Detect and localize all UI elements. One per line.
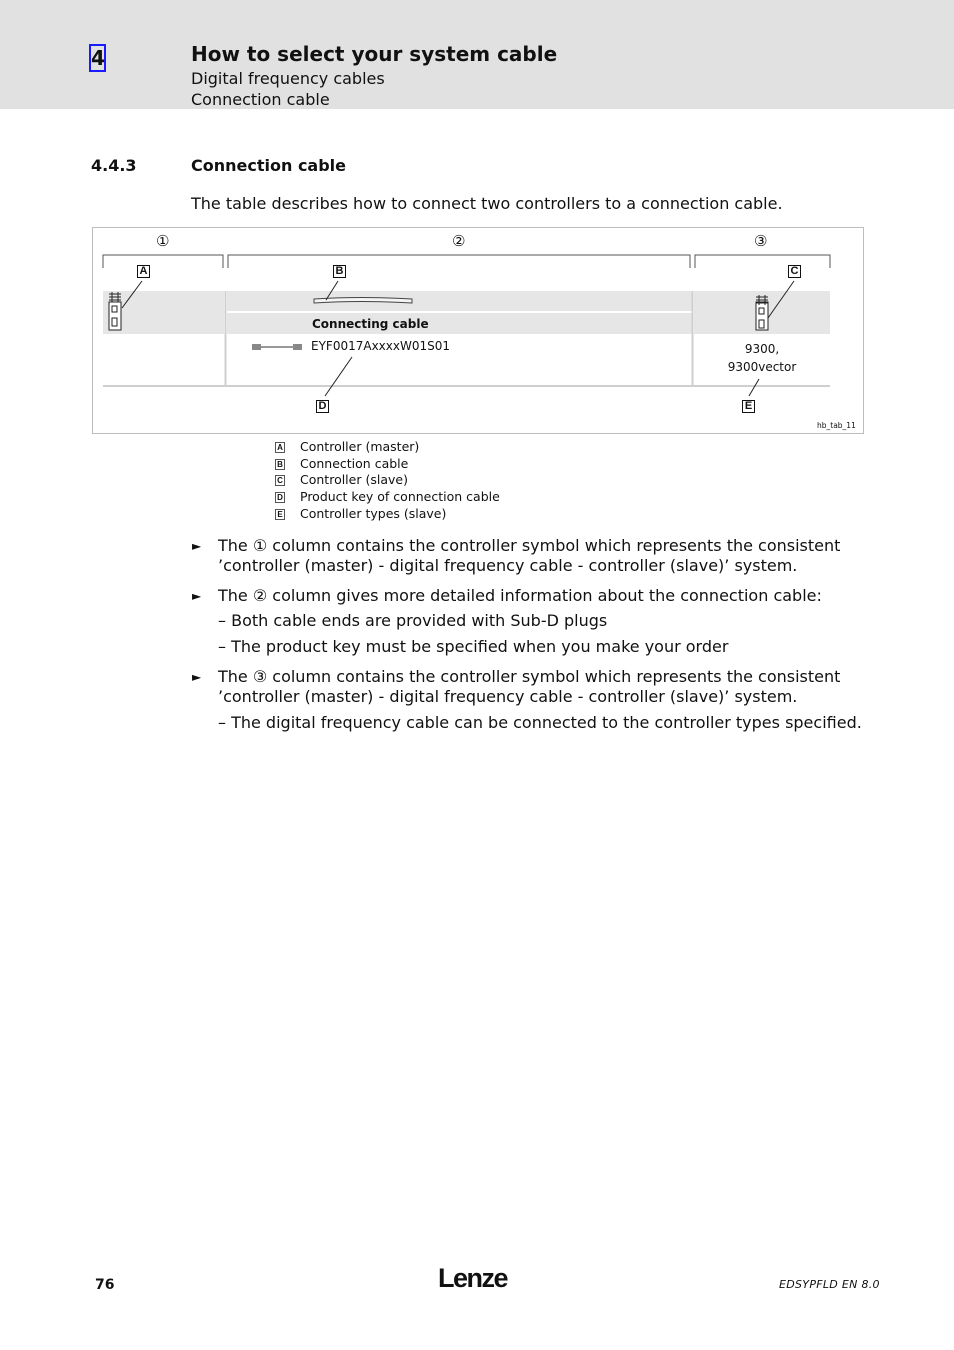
section-title: Connection cable <box>191 156 347 175</box>
column-marker-3: ③ <box>754 232 768 250</box>
product-key: EYF0017AxxxxW01S01 <box>311 339 450 353</box>
column-marker-2: ② <box>452 232 466 250</box>
figure-letter-d: D <box>316 400 329 413</box>
bullet-1-line-2: ’controller (master) - digital frequency cable - controller (slave)’ system. <box>218 556 798 575</box>
figure-graphics <box>0 0 954 440</box>
controller-types-line-1: 9300, <box>744 342 780 356</box>
header-subtitle-1: Digital frequency cables <box>191 69 385 88</box>
bullet-2-sub-2: – The product key must be specified when you make your order <box>218 637 729 656</box>
document-code: EDSYPFLD EN 8.0 <box>779 1278 880 1291</box>
column-marker-1: ① <box>156 232 170 250</box>
chapter-number: 4 <box>91 46 105 70</box>
bullet-marker-2: ► <box>192 589 202 603</box>
cable-header-cell <box>227 313 692 334</box>
legend-text-e: Controller types (slave) <box>300 506 447 521</box>
lenze-logo: Lenze <box>438 1263 508 1293</box>
legend-key-c: C <box>275 475 285 486</box>
figure-letter-c: C <box>788 265 801 278</box>
bullet-3-sub-1: – The digital frequency cable can be connected to the controller types specified. <box>218 713 862 732</box>
bullet-marker-1: ► <box>192 539 202 553</box>
controller-types-line-2: 9300vector <box>727 360 797 374</box>
figure-letter-e: E <box>742 400 755 413</box>
page-number: 76 <box>95 1277 115 1293</box>
figure-letter-b: B <box>333 265 346 278</box>
legend-key-b: B <box>275 459 285 470</box>
legend-key-d: D <box>275 492 285 503</box>
cable-product-icon <box>252 344 302 350</box>
controller-slave-icon <box>756 295 768 330</box>
section-number: 4.4.3 <box>91 156 137 175</box>
legend-key-a: A <box>275 442 285 453</box>
bullet-1-line-1: The ① column contains the controller symbol which represents the consistent <box>218 536 841 555</box>
column-brackets <box>103 255 830 268</box>
legend-key-e: E <box>275 509 285 520</box>
legend-text-c: Controller (slave) <box>300 472 408 487</box>
bullet-2-line-1: The ② column gives more detailed information about the connection cable: <box>218 586 822 605</box>
legend-text-a: Controller (master) <box>300 439 420 454</box>
bullet-3-line-2: ’controller (master) - digital frequency cable - controller (slave)’ system. <box>218 687 798 706</box>
legend-text-d: Product key of connection cable <box>300 489 500 504</box>
bullet-2-sub-1: – Both cable ends are provided with Sub-D plugs <box>218 611 608 630</box>
bullet-marker-3: ► <box>192 670 202 684</box>
header-subtitle-2: Connection cable <box>191 90 330 109</box>
intro-paragraph: The table describes how to connect two controllers to a connection cable. <box>191 194 783 213</box>
cable-symbol-cell <box>227 291 692 311</box>
figure-id: hb_tab_11 <box>817 421 856 430</box>
legend-text-b: Connection cable <box>300 456 409 471</box>
chapter-title: How to select your system cable <box>191 42 558 66</box>
bullet-3-line-1: The ③ column contains the controller symbol which represents the consistent <box>218 667 841 686</box>
cable-header: Connecting cable <box>312 317 429 331</box>
figure-letter-a: A <box>137 265 150 278</box>
